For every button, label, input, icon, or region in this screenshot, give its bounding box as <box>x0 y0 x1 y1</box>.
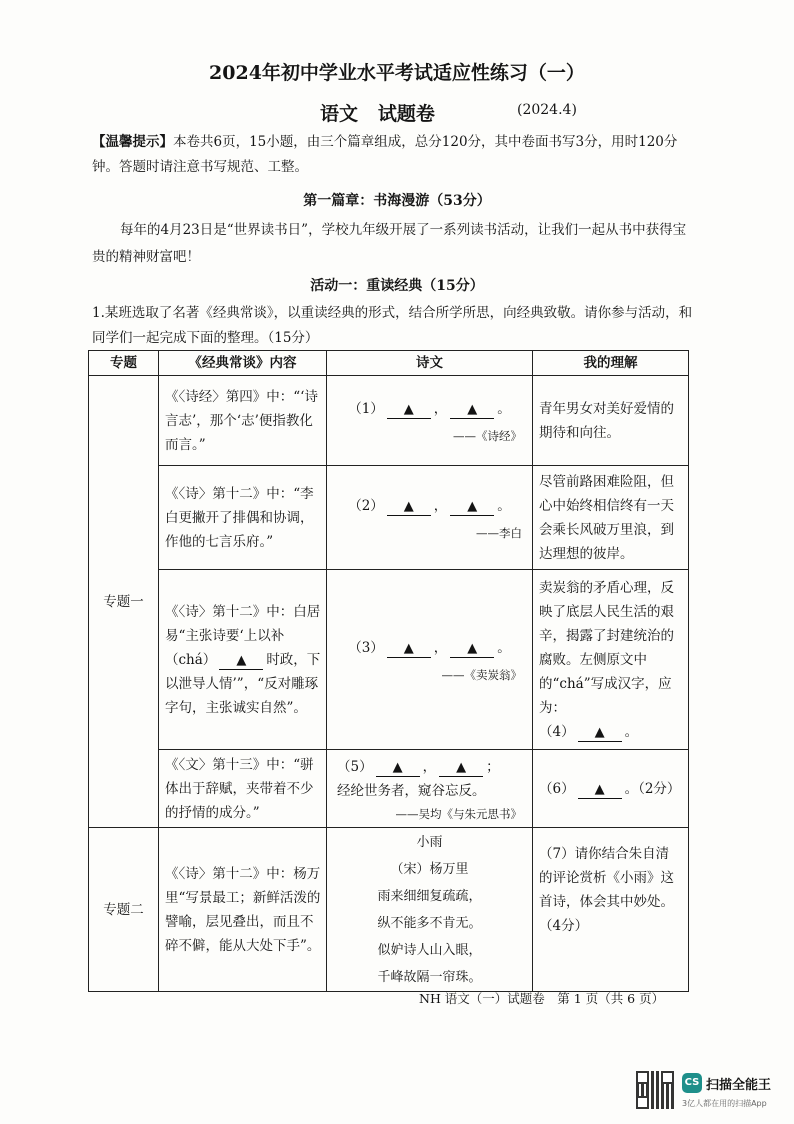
answer-blank[interactable] <box>578 724 622 742</box>
triangle-icon: ▲ <box>403 640 414 656</box>
poem-source: ——李白 <box>476 525 522 540</box>
notice-block <box>92 130 704 180</box>
triangle-icon: ▲ <box>403 401 414 417</box>
blank-number: （5） <box>337 758 373 775</box>
poem-author: （宋）杨万里 <box>390 861 469 877</box>
exam-date: (2024.4) <box>517 102 577 118</box>
header-topic: 专题 <box>89 351 159 376</box>
triangle-icon: ▲ <box>594 781 605 797</box>
blank-number: （1） <box>348 400 384 417</box>
table-row <box>89 466 689 570</box>
poem-rest: 经纶世务者，窥谷忘反。 <box>337 782 486 799</box>
triangle-icon: ▲ <box>456 759 467 775</box>
poem-cell: （2） ▲ ， ▲ 。 ——李白 <box>327 466 533 570</box>
answer-blank[interactable] <box>450 401 494 419</box>
table-row <box>89 828 689 992</box>
poem-line: 似妒诗人山入眼， <box>377 942 482 958</box>
triangle-icon: ▲ <box>392 759 403 775</box>
punctuation: ； <box>486 758 500 775</box>
poem-line: 雨来细细复疏疏， <box>377 888 482 904</box>
answer-blank[interactable] <box>376 759 420 777</box>
triangle-icon: ▲ <box>236 652 247 668</box>
question-1: 1.某班选取了名著《经典常谈》，以重读经典的形式，结合所学所思，向经典致敬。请你参与活动，和同学们一起完成下面的整理。（15分） <box>92 305 693 346</box>
subject-label: 语文 <box>320 103 359 125</box>
camscanner-logo-icon: CS <box>682 1073 702 1093</box>
blank-number: （3） <box>348 639 384 656</box>
understanding-cell: 青年男女对美好爱情的期待和向往。 <box>533 376 689 466</box>
table-row <box>89 750 689 828</box>
content-cell <box>159 570 327 750</box>
poem-cell <box>327 828 533 992</box>
header-content: 《经典常谈》内容 <box>159 351 327 376</box>
content-cell: 《〈诗〉第十二》中：杨万里“写景最工；新鲜活泼的譬喻，层见叠出，而且不碎不僻，能从大处下手”。 <box>159 828 327 992</box>
subject-line <box>320 99 435 126</box>
classics-table <box>88 350 689 992</box>
scanner-tagline: 3亿人都在用的扫描App <box>682 1099 767 1108</box>
blank-number: （2） <box>348 497 384 514</box>
answer-blank[interactable] <box>450 640 494 658</box>
punctuation: 。 <box>497 400 511 417</box>
content-cell: 《〈诗〉第十二》中：“李白更撇开了排偶和协调，作他的七言乐府。” <box>159 466 327 570</box>
punctuation: 。（2分） <box>624 780 681 797</box>
punctuation: 。 <box>497 639 511 656</box>
poem-cell: （5） ▲ ， ▲ ； 经纶世务者，窥谷忘反。 ——吴均《与朱元思书》 <box>327 750 533 828</box>
notice-text: 本卷共6页，15小题，由三个篇章组成，总分120分，其中卷面书写3分，用时120分钟。答题时请注意书写规范、工整。 <box>92 134 678 175</box>
understanding-text: 卖炭翁的矛盾心理，反映了底层人民生活的艰辛，揭露了封建统治的腐败。左侧原文中的“chá”写成汉字，应为： <box>539 579 674 716</box>
answer-blank[interactable] <box>439 759 483 777</box>
table-row <box>89 570 689 750</box>
punctuation: 。 <box>624 723 639 740</box>
answer-blank[interactable] <box>219 652 263 670</box>
answer-blank[interactable] <box>387 640 431 658</box>
content-cell: 《〈诗经〉第四》中：“‘诗言志’，那个‘志’便指教化而言。” <box>159 376 327 466</box>
poem-cell: （3） ▲ ， ▲ 。 ——《卖炭翁》 <box>327 570 533 750</box>
poem-source: ——吴均《与朱元思书》 <box>395 806 522 821</box>
content-cell: 《〈文〉第十三》中：“骈体出于辞赋，夹带着不少的抒情的成分。” <box>159 750 327 828</box>
exam-title: 2024年初中学业水平考试适应性练习（一） <box>209 62 585 84</box>
answer-blank[interactable] <box>387 401 431 419</box>
poem-source: ——《诗经》 <box>453 428 522 443</box>
page-footer: NH 语文（一）试题卷 第 1 页（共 6 页） <box>419 991 665 1006</box>
understanding-cell <box>533 750 689 828</box>
header-poem: 诗文 <box>327 351 533 376</box>
blank-number: （4） <box>539 723 575 740</box>
triangle-icon: ▲ <box>403 498 414 514</box>
poem-title: 小雨 <box>416 834 443 850</box>
scanner-app-name: 扫描全能王 <box>706 1078 772 1093</box>
header-understanding: 我的理解 <box>533 351 689 376</box>
qr-code-icon <box>636 1071 674 1109</box>
content-text-a: 《〈诗〉第十二》中：白居易“主张诗要‘上以补（chá） <box>165 603 321 668</box>
punctuation: 。 <box>497 497 511 514</box>
topic-one-cell: 专题一 <box>89 376 159 828</box>
poem-cell: （1） ▲ ， ▲ 。 ——《诗经》 <box>327 376 533 466</box>
triangle-icon: ▲ <box>467 640 478 656</box>
poem-source: ——《卖炭翁》 <box>441 667 522 682</box>
content-text-b: 时政，下以泄导人情’”，“反对雕琢字句，主张诚实自然”。 <box>165 651 321 716</box>
understanding-cell: （7）请你结合朱自清的评论赏析《小雨》这首诗，体会其中妙处。（4分） <box>533 828 689 992</box>
triangle-icon: ▲ <box>467 401 478 417</box>
chapter-title: 第一篇章：书海漫游（53分） <box>303 193 491 209</box>
answer-blank[interactable] <box>450 498 494 516</box>
table-header-row <box>89 351 689 376</box>
answer-blank[interactable] <box>578 781 622 799</box>
triangle-icon: ▲ <box>467 498 478 514</box>
poem-line: 千峰故隔一帘珠。 <box>377 969 482 985</box>
triangle-icon: ▲ <box>594 724 605 740</box>
scanner-watermark <box>636 1071 786 1111</box>
poem-line: 纵不能多不肯无。 <box>377 915 482 931</box>
understanding-cell <box>533 570 689 750</box>
understanding-cell: 尽管前路困难险阻，但心中始终相信终有一天会乘长风破万里浪，到达理想的彼岸。 <box>533 466 689 570</box>
answer-blank[interactable] <box>387 498 431 516</box>
intro-paragraph: 每年的4月23日是“世界读书日”，学校九年级开展了一系列读书活动，让我们一起从书中获得宝贵的精神财富吧！ <box>92 222 687 265</box>
table-row <box>89 376 689 466</box>
notice-label: 【温馨提示】 <box>92 134 173 150</box>
activity-title: 活动一：重读经典（15分） <box>310 278 484 294</box>
paper-type-label: 试题卷 <box>377 103 435 125</box>
topic-two-cell: 专题二 <box>89 828 159 992</box>
blank-number: （6） <box>539 780 575 797</box>
